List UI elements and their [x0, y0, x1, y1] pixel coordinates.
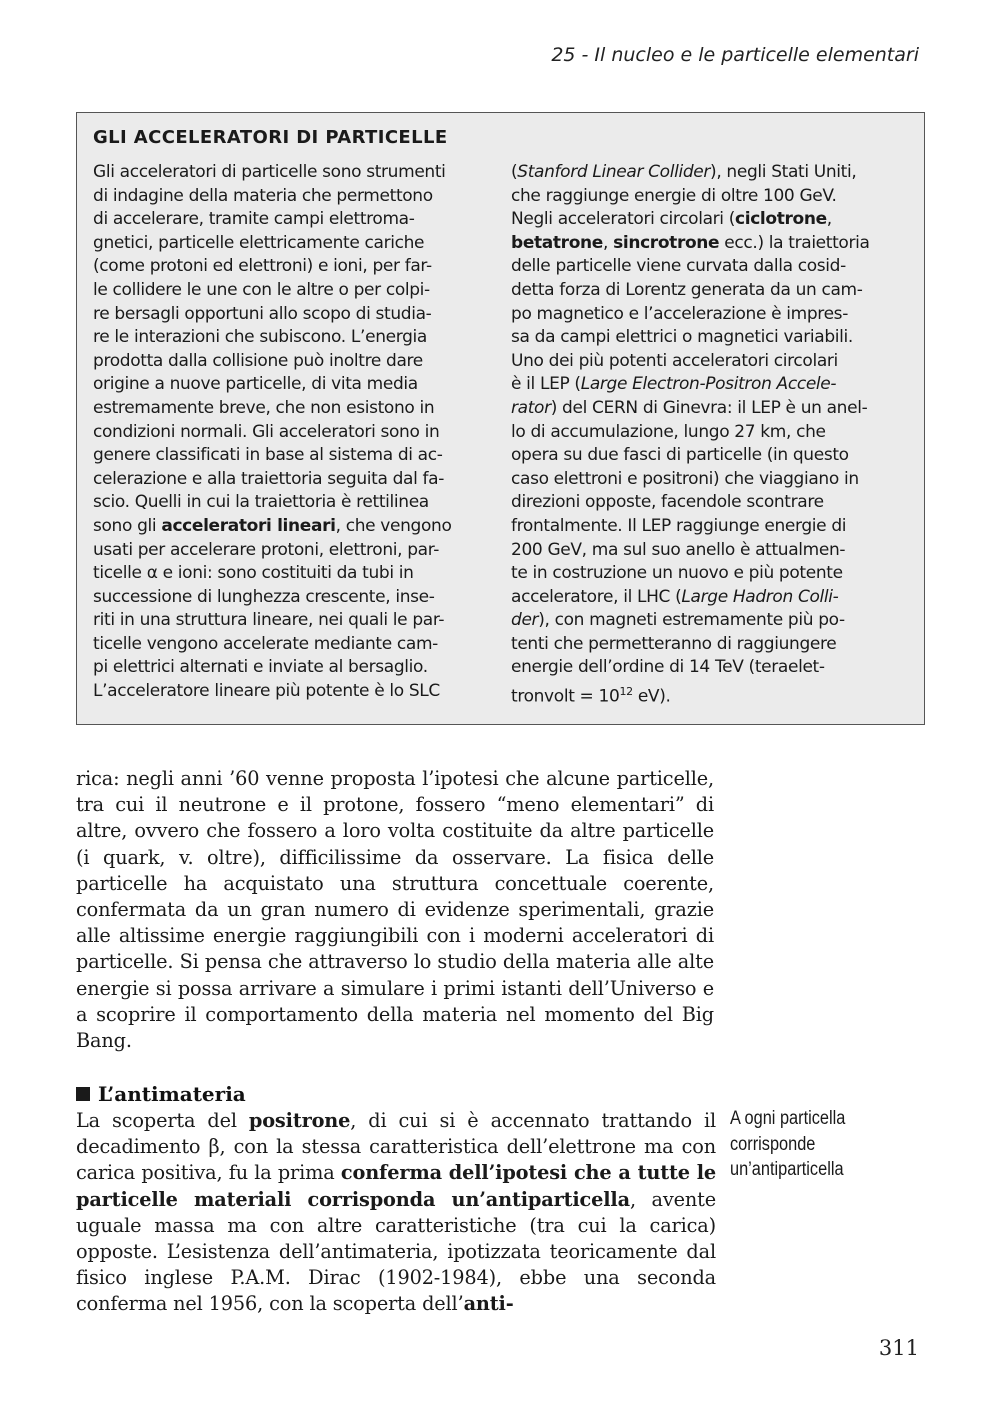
bold-term: betatrone: [511, 232, 603, 253]
italic-term: rator: [511, 397, 551, 418]
text-run: , di cui si è accennato trattando il decadimento β, con la stessa caratteristica dell’elettrone ma con carica positiva, fu la prima: [76, 1109, 716, 1185]
box-line: energie dell’ordine di 14 TeV (teraelet-: [511, 657, 825, 678]
box-column-left: [93, 161, 491, 704]
box-line: [511, 397, 909, 421]
box-line: celerazione e alla traiettoria seguita dal fa-: [93, 468, 445, 489]
text-run: ecc.) la traiettoria: [719, 232, 870, 253]
italic-term: der: [511, 610, 539, 631]
margin-note: [730, 1106, 885, 1183]
bold-term: acceleratori lineari: [161, 515, 336, 536]
box-line: re bersagli opportuni allo scopo di studia-: [93, 303, 432, 324]
page-number: 311: [878, 1336, 919, 1360]
text-run: eV).: [632, 686, 671, 704]
box-line: pi elettrici alternati e inviate al bersaglio.: [93, 657, 428, 678]
box-line: L’acceleratore lineare più potente è lo SLC: [93, 681, 440, 702]
box-line: opera su due fasci di particelle (in questo: [511, 445, 849, 466]
box-line: gnetici, particelle elettricamente cariche: [93, 232, 425, 253]
box-line: Gli acceleratori di particelle sono strumenti: [93, 162, 446, 182]
box-line: prodotta dalla collisione può inoltre dare: [93, 350, 423, 371]
box-line: [93, 515, 491, 539]
box-line: te in costruzione un nuovo e più potente: [511, 563, 843, 584]
box-line: usati per accelerare protoni, elettroni, par-: [93, 539, 440, 560]
bold-term: sincrotrone: [613, 232, 720, 253]
italic-term: Stanford Linear Collider: [517, 162, 711, 182]
superscript: 12: [619, 685, 633, 699]
box-line: tenti che permetteranno di raggiungere: [511, 633, 837, 654]
box-line: sa da campi elettrici o magnetici variabili.: [511, 327, 853, 348]
bold-term: positrone: [248, 1109, 351, 1132]
box-columns: [93, 161, 909, 704]
box-line: delle particelle viene curvata dalla cosid-: [511, 256, 846, 277]
bold-term: anti-: [463, 1292, 514, 1316]
box-line: che raggiunge energie di oltre 100 GeV.: [511, 185, 837, 206]
text-run: , che vengono: [335, 515, 452, 536]
margin-note-line: corrisponde: [730, 1133, 816, 1155]
box-line: po magnetico e l’accelerazione è impres-: [511, 303, 848, 324]
italic-term: Large Hadron Colli-: [681, 586, 839, 607]
box-line: ticelle vengono accelerate mediante cam-: [93, 633, 438, 654]
text-run: ,: [602, 232, 614, 253]
box-line: [511, 232, 909, 256]
margin-note-line: un’antiparticella: [730, 1159, 844, 1180]
text-run: ), negli Stati Uniti,: [710, 162, 857, 182]
accelerators-box: [76, 112, 925, 725]
box-line: [511, 208, 909, 232]
text-run: tronvolt = 10: [511, 686, 620, 704]
box-line: [511, 161, 909, 185]
box-line: ticelle α e ioni: sono costituiti da tubi in: [93, 563, 414, 584]
text-run: La scoperta del: [76, 1109, 249, 1132]
text-run: sono gli: [93, 515, 162, 536]
box-line: [511, 586, 909, 610]
box-line: condizioni normali. Gli acceleratori sono in: [93, 421, 440, 442]
box-line: re le interazioni che subiscono. L’energia: [93, 327, 427, 348]
margin-note-line: A ogni particella: [730, 1108, 846, 1129]
box-line: lo di accumulazione, lungo 27 km, che: [511, 421, 826, 442]
box-line: le collidere le une con le altre o per colpi-: [93, 279, 430, 300]
section-heading: [76, 1082, 246, 1106]
box-line: scio. Quelli in cui la traiettoria è rettilinea: [93, 492, 429, 513]
box-line: [511, 680, 909, 704]
bullet-square-icon: [76, 1087, 90, 1101]
box-line: riti in una struttura lineare, nei quali le par-: [93, 610, 445, 631]
box-line: caso elettroni e positroni) che viaggiano in: [511, 468, 859, 489]
box-line: (come protoni ed elettroni) e ioni, per far-: [93, 256, 432, 277]
text-run: ), con magneti estremamente più po-: [538, 610, 845, 631]
box-line: estremamente breve, che non esistono in: [93, 397, 435, 418]
text-run: Negli acceleratori circolari (: [511, 209, 735, 230]
box-line: detta forza di Lorentz generata da un cam-: [511, 279, 863, 300]
box-line: [511, 609, 909, 633]
text-run: ,: [826, 209, 832, 230]
bold-term: ciclotrone: [734, 209, 827, 230]
box-column-right: [511, 161, 909, 704]
section-heading-text: L’antimateria: [98, 1082, 246, 1106]
box-line: di accelerare, tramite campi elettroma-: [93, 209, 415, 230]
box-line: successione di lunghezza crescente, inse-: [93, 586, 435, 607]
italic-term: Large Electron-Positron Accele-: [580, 374, 837, 395]
box-line: [511, 373, 909, 397]
running-head: 25 - Il nucleo e le particelle elementari: [551, 44, 919, 66]
text-run: , avente uguale massa ma con altre caratteristiche (tra cui la carica) opposte. L’esistenza dell’antimateria, ipotizzata teoricamente dal fisico inglese P.A.M. Dirac (1902-1984), ebbe una seconda conferma nel 1956, con la scoperta dell’: [76, 1187, 716, 1316]
box-line: di indagine della materia che permettono: [93, 185, 433, 206]
text-run: ) del CERN di Ginevra: il LEP è un anel-: [550, 397, 868, 418]
box-line: frontalmente. Il LEP raggiunge energie di: [511, 515, 847, 536]
text-run: (: [511, 162, 518, 182]
box-line: origine a nuove particelle, di vita media: [93, 374, 418, 395]
box-line: direzioni opposte, facendole scontrare: [511, 492, 824, 513]
box-line: genere classificati in base al sistema di ac-: [93, 445, 443, 466]
text-run: è il LEP (: [511, 374, 581, 395]
box-line: 200 GeV, ma sul suo anello è attualmen-: [511, 539, 846, 560]
box-title: GLI ACCELERATORI DI PARTICELLE: [93, 127, 448, 148]
text-run: acceleratore, il LHC (: [511, 586, 682, 607]
section-paragraph: [76, 1108, 716, 1318]
body-paragraph: rica: negli anni ’60 venne proposta l’ipotesi che alcune particelle, tra cui il neutrone e il protone, fossero “meno elementari” di altre, ovvero che fossero a loro volta costituite da altre particelle (i quark, v. oltre), difficilissime da osservare. La fisica delle particelle ha acquistato una struttura concettuale coerente, confermata da un gran numero di evidenze sperimentali, grazie alle altissime energie raggiungibili con i moderni acceleratori di particelle. Si pensa che attraverso lo studio della materia alle alte energie si possa arrivare a simulare i primi istanti dell’Universo e a scoprire il comportamento della materia nel momento del Big Bang.: [76, 767, 714, 1053]
box-line: Uno dei più potenti acceleratori circolari: [511, 350, 838, 371]
bold-term: conferma dell’ipotesi che a tutte le particelle materiali corrisponda un’antiparticella: [76, 1161, 716, 1211]
